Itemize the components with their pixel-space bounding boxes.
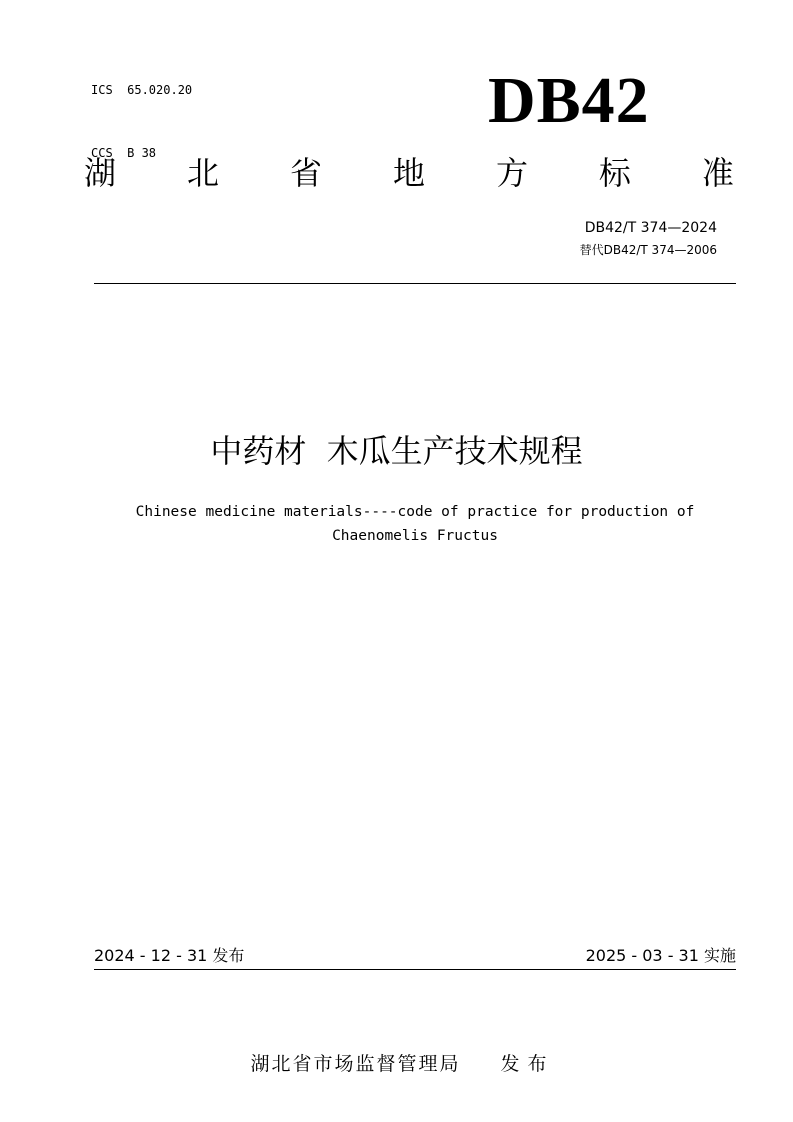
heading-char: 地	[392, 154, 425, 192]
heading-char: 北	[186, 154, 219, 192]
header-divider	[94, 283, 736, 284]
chinese-title: 中药材 木瓜生产技术规程	[210, 432, 583, 470]
english-title-line: Chaenomelis Fructus	[332, 528, 498, 544]
publisher-name: 湖北省市场监督管理局	[250, 1053, 461, 1075]
db42-logo: DB42	[488, 64, 650, 137]
english-title	[110, 500, 720, 548]
replaced-standard: 替代DB42/T 374—2006	[579, 243, 717, 257]
heading-char: 湖	[84, 154, 117, 192]
heading-char: 准	[701, 154, 734, 192]
heading-char: 标	[598, 154, 631, 192]
heading-char: 省	[289, 154, 322, 192]
english-title-line: Chinese medicine materials----code of practice for production of	[135, 504, 695, 520]
ics-code: ICS 65.020.20	[91, 83, 193, 97]
publish-label: 发布	[500, 1053, 555, 1075]
publisher-line	[0, 1022, 793, 1078]
ccs-code: CCS B 38	[91, 146, 157, 160]
standard-number: DB42/T 374—2024	[584, 220, 717, 236]
implementation-date: 2025 - 03 - 31 实施	[585, 946, 736, 965]
heading-char: 方	[495, 154, 528, 192]
issue-date: 2024 - 12 - 31 发布	[94, 946, 245, 965]
footer-divider	[94, 969, 736, 970]
local-standard-heading	[84, 150, 734, 196]
